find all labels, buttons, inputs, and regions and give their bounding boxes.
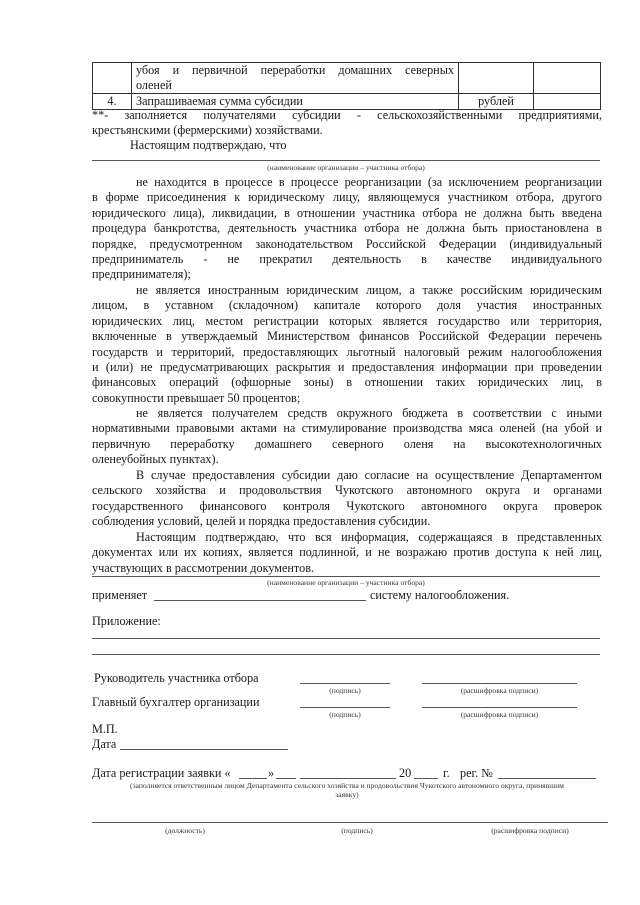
accountant-decode-line <box>422 707 577 708</box>
table-cell-num <box>93 63 132 94</box>
tax-system-label: систему налогообложения. <box>370 588 510 602</box>
table-cell-text <box>132 63 459 94</box>
accountant-decode-caption: (расшифровка подписи) <box>460 710 539 719</box>
head-sign-caption: (подпись) <box>329 686 361 695</box>
paragraph-consent: В случае предоставления субсидии даю согласие на осуществление Департаментом сельского хозяйства и продовольствия Чукотского автономного округа и органами государственного финансового контроля Чукотского автономного округа проверок соблюдения условий, целей и порядка предоставления субсидии. <box>92 468 602 529</box>
paragraph-authenticity: Настоящим подтверждаю, что вся информация, содержащаяся в представленных документах или их копиях, является подлинной, и не возражаю против доступа к ней лиц, участвующих в рассмотрении документов. <box>92 530 602 575</box>
registration-number-line <box>498 778 596 779</box>
registration-year-line <box>414 778 438 779</box>
tax-applies-label: применяет <box>92 588 148 602</box>
registration-caption-line2: заявку) <box>335 790 359 799</box>
registration-day-line <box>239 778 267 779</box>
registration-quote-close: » <box>268 766 275 780</box>
footnote-line1: **- заполняется получателями субсидии - сельскохозяйственными предприятиями, <box>92 108 602 122</box>
table-cell-text-line2: оленей <box>136 78 172 92</box>
head-decode-line <box>422 683 577 684</box>
attachment-line-2 <box>92 654 600 655</box>
tax-system-line <box>154 600 366 601</box>
table-cell-text: Запрашиваемая сумма субсидии <box>132 94 459 110</box>
paragraph-not-reorganized: не находится в процессе в процессе реорганизации (за исключением реорганизации в форме присоединения к юридическому лицу, являющемуся участником отбора, другого юридического лица), ликвидации, в отношении участника отбора не должна быть введена процедура банкротства, деятельность участника отбора не должна быть приостановлена в порядке, предусмотренном законодательством Российской Федерации (индивидуальный предприниматель - не прекратил деятельность в качестве индивидуального предпринимателя); <box>92 175 602 282</box>
table-cell-num: 4. <box>93 94 132 110</box>
table-row <box>93 63 601 94</box>
attachment-label: Приложение: <box>92 614 161 628</box>
org-caption-2: (наименование организации – участника отбора) <box>267 578 425 587</box>
org-caption-1: (наименование организации – участника отбора) <box>267 163 425 172</box>
attachment-line-1 <box>92 638 600 639</box>
subsidy-table <box>92 62 601 110</box>
registration-after-quote-line <box>276 778 296 779</box>
bottom-position-caption: (должность) <box>165 826 205 835</box>
registration-month-line <box>300 778 396 779</box>
bottom-sign-caption: (подпись) <box>341 826 373 835</box>
footnote-line2: крестьянскими (фермерскими) хозяйствами. <box>92 123 323 137</box>
confirm-intro: Настоящим подтверждаю, что <box>130 138 287 152</box>
registration-year: 20 <box>399 766 412 780</box>
bottom-decode-caption: (расшифровка подписи) <box>491 826 569 835</box>
accountant-label: Главный бухгалтер организации <box>92 695 260 709</box>
table-cell-unit: рублей <box>459 94 534 110</box>
paragraph-not-foreign: не является иностранным юридическим лицом, а также российским юридическим лицом, в уставном (складочном) капитале которого доля участия иностранных юридических лиц, местом регистрации которых является государство или территория, включенные в утверждаемый Министерством финансов Российской Федерации перечень государств и территорий, предоставляющих льготный налоговый режим налогообложения и (или) не предусматривающих раскрытия и предоставления информации при проведении финансовых операций (офшорные зоны) в отношении таких юридических лиц, в совокупности превышает 50 процентов; <box>92 283 602 405</box>
accountant-sign-caption: (подпись) <box>329 710 361 719</box>
table-cell-text-line1: убоя и первичной переработки домашних северных <box>136 63 454 77</box>
registration-number-label: рег. № <box>460 766 493 780</box>
registration-caption-line1: (заполняется ответственным лицом Департамента сельского хозяйства и продовольствия Чукотского автономного округа, принявшим <box>130 781 564 790</box>
paragraph-not-recipient: не является получателем средств окружного бюджета в соответствии с иными нормативными правовыми актами на стимулирование производства мяса оленей (на убой и первичную переработку домашнего северного оленя на высокотехнологичных оленеубойных пунктах). <box>92 406 602 467</box>
table-cell-unit <box>459 63 534 94</box>
head-decode-caption: (расшифровка подписи) <box>460 686 539 695</box>
registration-year-suffix: г. <box>443 766 450 780</box>
org-name-line-1 <box>92 160 600 161</box>
head-label: Руководитель участника отбора <box>94 671 259 685</box>
accountant-sign-line <box>300 707 390 708</box>
registration-label: Дата регистрации заявки « <box>92 766 231 780</box>
head-sign-line <box>300 683 390 684</box>
bottom-signature-line <box>92 822 608 823</box>
date-line <box>120 749 288 750</box>
stamp-label: М.П. <box>92 722 118 736</box>
date-label: Дата <box>92 737 117 751</box>
table-cell-value <box>534 63 601 94</box>
org-name-line-2 <box>92 576 600 577</box>
